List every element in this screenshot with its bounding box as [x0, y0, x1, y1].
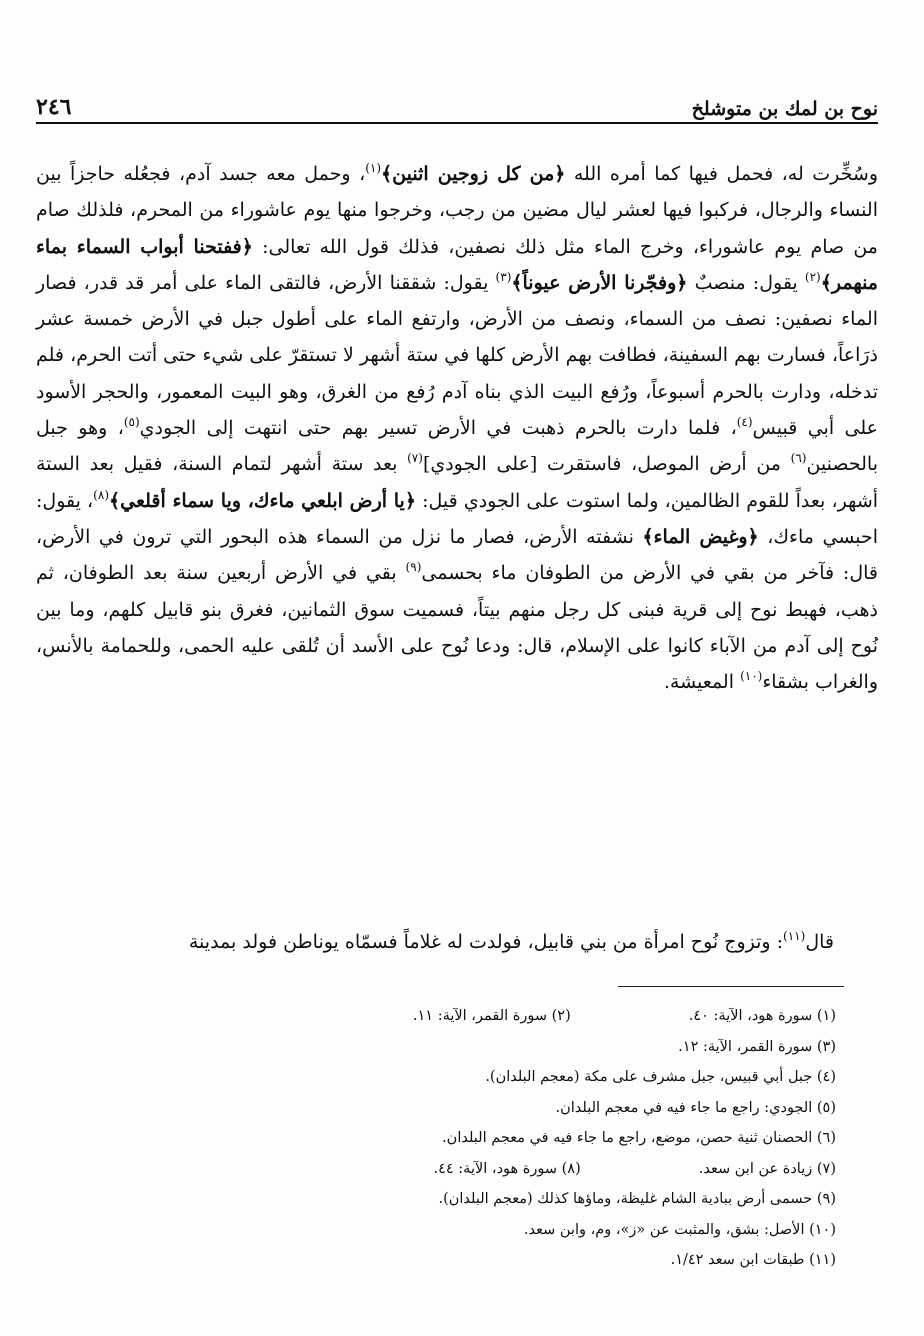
footnote-text: (٢) سورة القمر، الآية: ١١.: [412, 1008, 571, 1024]
footnote-text: (٧) زيادة عن ابن سعد.: [698, 1160, 836, 1177]
footnote-ref[interactable]: (٥): [123, 415, 140, 430]
text-span: وسُخِّرت له، فحمل فيها كما أمره الله: [573, 163, 878, 185]
footnote-ref[interactable]: (٣): [495, 269, 512, 284]
footnote-separator: [618, 986, 844, 987]
chapter-title: نوح بن لمك بن متوشلخ: [691, 98, 878, 120]
footnote-ref[interactable]: (١): [365, 161, 382, 175]
text-span: ، وحمل معه جسد آدم، فجعُله حاجزاً بين النساء والرجال، فركبوا فيها لعشر ليال مضين من رجب، وخرجوا منها يوم عاشوراء من المحرم، فلذلك صام من صام يوم عاشوراء، وخرج الماء مثل ذلك نصفين، فذلك قول الله تعالى:: [36, 163, 878, 258]
footnote-ref[interactable]: (٧): [407, 451, 423, 466]
footnote-text: (٨) سورة هود، الآية: ٤٤.: [433, 1160, 581, 1177]
footnote-item: (٦) الحصنان ثنية حصن، موضع، راجع ما جاء فيه في معجم البلدان.: [442, 1130, 836, 1146]
footnote-ref[interactable]: (٦): [790, 451, 807, 466]
footnote-item: (١١) طبقات ابن سعد ١/٤٢.: [670, 1252, 836, 1268]
text-span: يقول: منصبٌ: [694, 271, 798, 294]
text-span: نشفته الأرض، فصار ما نزل من السماء هذه البحور التي ترون في الأرض، قال: فآخر من بقي في الأرض من الطوفان ماء بحسمى: [36, 525, 879, 585]
footnote-ref[interactable]: (١٠): [740, 669, 763, 684]
running-header: [36, 84, 878, 120]
quran-quote: ﴿يا أرض ابلعي ماءك، ويا سماء أقلعي﴾: [109, 489, 416, 512]
footnote-ref[interactable]: (٩): [405, 560, 422, 575]
footnotes-list: [56, 1001, 836, 1276]
page-number: ٢٤٦: [36, 94, 72, 120]
footnote-ref[interactable]: (١١): [783, 929, 806, 943]
text-span: قال: [805, 931, 834, 953]
footnote-item: (٥) الجودي: راجع ما جاء فيه في معجم البلدان.: [555, 1099, 836, 1116]
quran-quote: ﴿من كل زوجين اثنين﴾: [381, 163, 566, 185]
text-span: ، يقول: احبسي ماءك،: [36, 489, 879, 548]
text-span: ، وهو جبل بالحصنين: [36, 417, 878, 476]
footnote-item: (٤) جبل أبي قبيس، جبل مشرف على مكة (معجم البلدان).: [485, 1069, 836, 1085]
text-span: المعيشة.: [663, 671, 735, 694]
header-rule: [36, 122, 878, 124]
footnote-item: [56, 1154, 836, 1185]
footnote-text: (١) سورة هود، الآية: ٤٠.: [688, 1008, 836, 1024]
footnote-item: (٣) سورة القمر، الآية: ١٢.: [678, 1038, 836, 1055]
footnote-item: (٩) حسمى أرض ببادية الشام غليظة، وماؤها كذلك (معجم البلدان).: [438, 1191, 836, 1207]
quran-quote: ﴿وفجّرنا الأرض عيوناً﴾: [511, 271, 688, 294]
main-paragraph: [36, 156, 878, 700]
text-span: : وتزوج نُوح امرأة من بني قابيل، فولدت له غلاماً فسمّاه يوناطن فولد بمدينة: [188, 931, 784, 953]
text-span: ، فلما دارت بالحرم ذهبت في الأرض تسير بهم حتى انتهت إلى الجودي: [139, 417, 737, 440]
quran-quote: ﴿ففتحنا أبواب السماء بماء منهمر﴾: [36, 235, 878, 294]
text-span: يقول: شققنا الأرض، فالتقى الماء على أمر قد قدر، فصار الماء نصفين: نصف من السماء، ونصف من الأرض، وارتفع الماء على أطول جبل في الأرض خمسة عشر ذرَاعاً، فسارت بهم السفينة، فطافت بهم الأرض كلها في ستة أشهر لا تستقرّ على شيء حتى أتت الحرم، فلم تدخله، ودارت بالحرم أسبوعاً، ورُفع البيت الذي بناه آدم رُفع من الغرق، وهو البيت المعمور، والحجر الأسود على أبي قبيس: [36, 271, 878, 440]
footnote-ref[interactable]: (٤): [736, 415, 753, 430]
footnote-item: (١٠) الأصل: بشق، والمثبت عن «ز»، وم، وابن سعد.: [523, 1221, 836, 1238]
quran-quote: ﴿وغيض الماء﴾: [642, 525, 759, 548]
footnote-item: [56, 1001, 836, 1032]
footnote-ref[interactable]: (٢): [804, 269, 821, 284]
text-span: بعد ستة أشهر لتمام السنة، فقيل بعد الستة أشهر، بعداً للقوم الظالمين، ولما استوت على الجودي قيل:: [36, 453, 879, 512]
second-paragraph: [36, 924, 878, 960]
text-span: بقي في الأرض أربعين سنة بعد الطوفان، ثم ذهب، فهبط نوح إلى قرية فبنى كل رجل منهم بيتاً، فسميت سوق الثمانين، فغرق بنو قابيل كلهم، وما بين نُوح إلى آدم من الآباء كانوا على الإسلام، قال: ودعا نُوح على الأسد أن تُلقى عليه الحمى، وللحمامة بالأنس، والغراب بشقاء: [36, 562, 878, 694]
footnote-ref[interactable]: (٨): [93, 487, 109, 502]
text-span: من أرض الموصل، فاستقرت [على الجودي]: [422, 453, 781, 476]
